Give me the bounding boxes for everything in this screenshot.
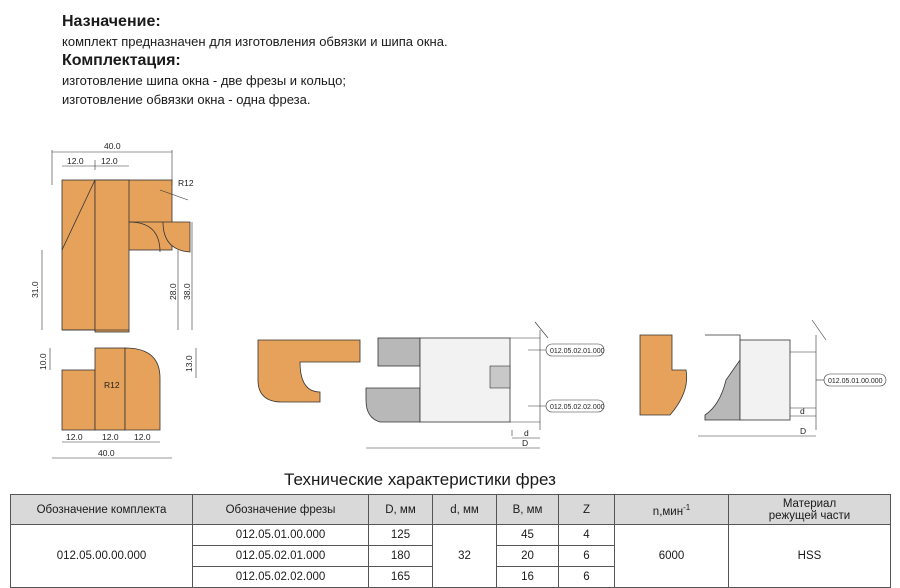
label-d-small-2: d (800, 406, 805, 416)
kit-line-2: изготовление обвязки окна - одна фреза. (62, 92, 311, 107)
cell-Z: 6 (559, 546, 615, 567)
label-d-large-2: D (800, 426, 807, 436)
dim-radius-bottom: R12 (104, 380, 120, 390)
cell-B: 20 (497, 546, 559, 567)
label-d-large: D (522, 438, 529, 448)
cell-d: 32 (433, 525, 497, 588)
dim-bottom-small-h: 10.0 (38, 353, 48, 370)
th-n-label: n,мин (652, 505, 684, 518)
dim-inner-h1: 28.0 (168, 283, 178, 300)
spec-table (10, 494, 891, 588)
cell-kit-code: 012.05.00.00.000 (11, 525, 193, 588)
dim-left-height: 31.0 (30, 281, 40, 298)
profile-top (62, 180, 190, 332)
dim-radius-top: R12 (178, 178, 194, 188)
cell-n: 6000 (615, 525, 729, 588)
label-code-a: 012.05.02.01.000 (550, 348, 605, 355)
table-title: Технические характеристики фрез (284, 470, 556, 489)
th-mat-2: режущей части (768, 509, 851, 522)
th-material (729, 495, 891, 525)
dim-bottom-right-h: 13.0 (184, 355, 194, 372)
label-code-b: 012.05.02.02.000 (550, 404, 605, 411)
dim-bottom-seg3: 12.0 (134, 432, 151, 442)
th-kit: Обозначение комплекта (11, 495, 193, 525)
label-code-c: 012.05.01.00.000 (828, 378, 883, 385)
dim-top-seg2: 12.0 (101, 156, 118, 166)
cell-Z: 4 (559, 525, 615, 546)
kit-line-1: изготовление шипа окна - две фрезы и кольцо; (62, 73, 346, 88)
dim-top-seg1: 12.0 (67, 156, 84, 166)
cell-D: 165 (369, 567, 433, 588)
cell-D: 180 (369, 546, 433, 567)
th-D: D, мм (369, 495, 433, 525)
technical-drawing (0, 130, 900, 470)
workpiece-right (640, 335, 687, 415)
kit-heading: Комплектация: (62, 52, 181, 69)
th-cutter: Обозначение фрезы (193, 495, 369, 525)
th-Z: Z (559, 495, 615, 525)
purpose-heading: Назначение: (62, 13, 161, 30)
table-row (11, 525, 891, 546)
dim-top-total: 40.0 (104, 141, 121, 151)
cell-cutter: 012.05.01.00.000 (193, 525, 369, 546)
cell-B: 16 (497, 567, 559, 588)
label-d-small: d (524, 428, 529, 438)
th-d: d, мм (433, 495, 497, 525)
th-n-sup: -1 (683, 502, 691, 512)
cell-cutter: 012.05.02.01.000 (193, 546, 369, 567)
th-mat-1: Материал (782, 497, 837, 510)
cutter-right (698, 320, 826, 436)
cell-cutter: 012.05.02.02.000 (193, 567, 369, 588)
cell-D: 125 (369, 525, 433, 546)
cell-B: 45 (497, 525, 559, 546)
cutter-set-middle (366, 322, 548, 448)
intro-block (62, 12, 622, 109)
dim-inner-h2: 38.0 (182, 283, 192, 300)
th-n (615, 495, 729, 525)
workpiece-middle (258, 340, 360, 402)
cell-Z: 6 (559, 567, 615, 588)
dim-bottom-seg1: 12.0 (66, 432, 83, 442)
purpose-text: комплект предназначен для изготовления обвязки и шипа окна. (62, 34, 448, 49)
dim-bottom-total: 40.0 (98, 448, 115, 458)
th-B: B, мм (497, 495, 559, 525)
table-header-row (11, 495, 891, 525)
dim-bottom-seg2: 12.0 (102, 432, 119, 442)
cell-material: HSS (729, 525, 891, 588)
